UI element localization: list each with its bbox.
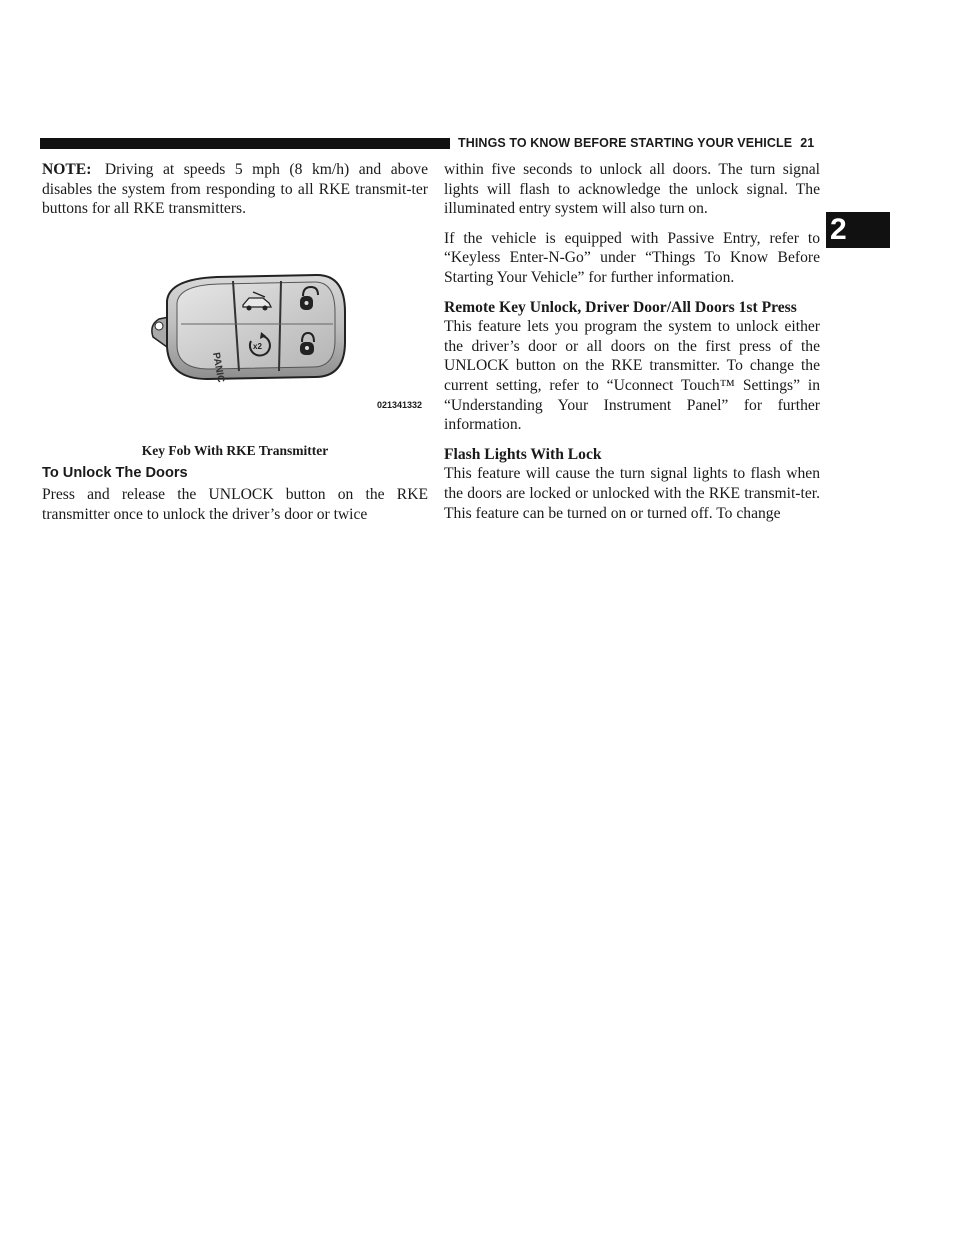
note-text: Driving at speeds 5 mph (8 km/h) and above disables the system from responding to all RKE transmit-ter buttons for all RKE transmitters. bbox=[42, 161, 428, 218]
running-header bbox=[458, 136, 818, 150]
fob-face bbox=[177, 282, 335, 369]
unlock-paragraph: Press and release the UNLOCK button on the RKE transmitter once to unlock the driver’s door or twice bbox=[42, 486, 428, 523]
panic-label: PANIC bbox=[210, 351, 227, 384]
chapter-number: 2 bbox=[830, 213, 847, 246]
section-heading: To Unlock The Doors bbox=[42, 465, 188, 482]
note-label: NOTE: bbox=[42, 161, 92, 178]
svg-text:x2: x2 bbox=[253, 341, 262, 351]
page-number: 21 bbox=[800, 136, 815, 150]
left-column bbox=[42, 160, 428, 525]
header-title: THINGS TO KNOW BEFORE STARTING YOUR VEHICLE bbox=[458, 136, 793, 150]
remote-unlock-paragraph: This feature lets you program the system to unlock either the driver’s door or all doors on the first press of the UNLOCK button on the RKE transmitter. To change the current setting, refer to “Uconnect Touch™ Settings” in “Understanding Your Instrument Panel” for further information. bbox=[444, 318, 820, 434]
passive-entry-paragraph: If the vehicle is equipped with Passive Entry, refer to “Keyless Enter-N-Go” under “Things To Know Before Starting Your Vehicle” for further information. bbox=[444, 229, 820, 286]
key-fob-illustration bbox=[147, 267, 347, 392]
note-paragraph bbox=[42, 160, 428, 219]
right-column bbox=[444, 160, 820, 523]
key-ring-hole bbox=[155, 322, 163, 330]
subheading-flash-lights: Flash Lights With Lock bbox=[444, 445, 602, 463]
figure-caption: Key Fob With RKE Transmitter bbox=[141, 442, 329, 458]
figure-id: 021341332 bbox=[376, 399, 422, 410]
header-rule bbox=[40, 138, 450, 149]
key-fob-figure bbox=[42, 237, 428, 447]
flash-lights-paragraph: This feature will cause the turn signal lights to flash when the doors are locked or unlocked with the RKE transmit-ter. This feature can be turned on or turned off. To change bbox=[444, 465, 820, 522]
continuation-paragraph: within five seconds to unlock all doors. The turn signal lights will flash to acknowledge the unlock signal. The illuminated entry system will also turn on. bbox=[444, 161, 820, 218]
subheading-remote-unlock: Remote Key Unlock, Driver Door/All Doors 1st Press bbox=[444, 298, 797, 316]
chapter-tab bbox=[826, 212, 890, 248]
